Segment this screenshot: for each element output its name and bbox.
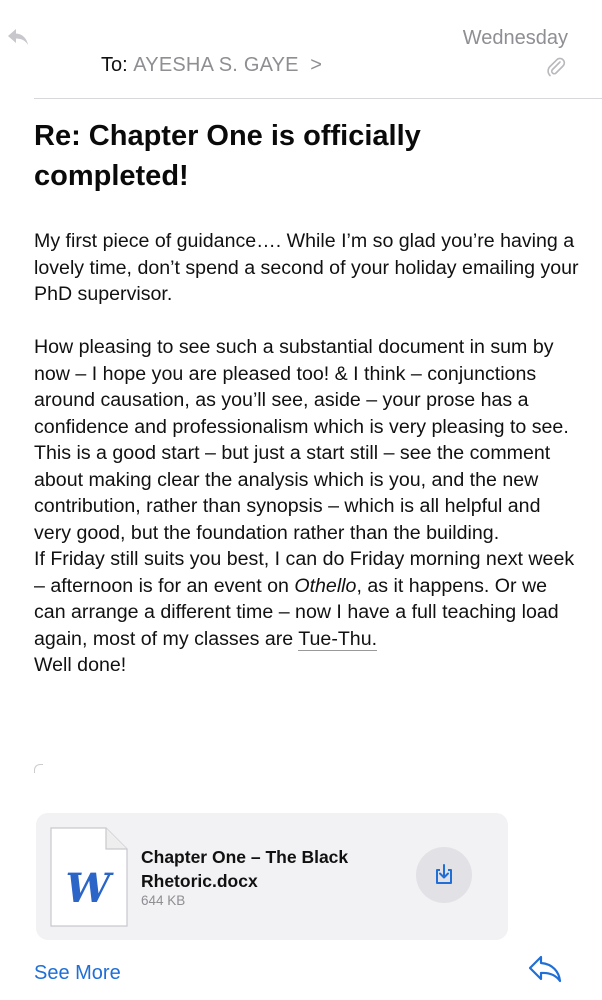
quoted-text-marker xyxy=(34,764,43,773)
body-paragraph: This is a good start – but just a start still – see the comment about making clear the analysis which is you, and the new contribution, rather than synopsis – which is all helpful and very good, but the foundation rather than the building. xyxy=(34,442,551,544)
reply-icon[interactable] xyxy=(527,953,563,985)
see-more-link[interactable]: See More xyxy=(34,962,121,984)
back-arrow-icon[interactable] xyxy=(6,26,30,48)
body-text-span: If Friday still suits you best, I can do Friday morning next week – afternoon is for an event on xyxy=(34,548,575,597)
attachment-name: Chapter One – The Black Rhetoric.docx xyxy=(141,847,349,891)
word-document-icon xyxy=(50,827,128,927)
body-paragraph: My first piece of guidance…. While I’m so glad you’re having a lovely time, don’t spend a second of your holiday emailing your PhD supervisor. xyxy=(34,230,579,305)
paragraph-gap xyxy=(34,308,579,335)
attachment-size: 644 KB xyxy=(141,893,186,908)
body-paragraph: Well done! xyxy=(34,654,127,676)
date-link[interactable]: Tue-Thu. xyxy=(298,627,378,650)
to-label: To: xyxy=(101,54,128,76)
body-paragraph: How pleasing to see such a substantial document in sum by now – I hope you are pleased too! & I think – conjunctions around causation, as you’ll see, aside – your prose has a confidence and professionalism which is very pleasing to see. xyxy=(34,336,569,438)
download-icon xyxy=(431,862,457,888)
recipient-line[interactable] xyxy=(101,54,322,77)
recipient-name[interactable]: AYESHA S. GAYE xyxy=(133,54,299,76)
email-body xyxy=(34,228,579,679)
header-divider xyxy=(34,98,602,99)
chevron-right-icon: > xyxy=(310,54,322,76)
word-letter: W xyxy=(65,865,111,912)
body-text-span: , as it happens. Or we can arrange a different time – now I have a full teaching load again, most of my classes are xyxy=(34,574,559,650)
paperclip-icon xyxy=(546,56,566,78)
download-button[interactable] xyxy=(416,847,472,903)
email-subject: Re: Chapter One is officially completed! xyxy=(34,120,421,192)
attachment-card[interactable] xyxy=(36,813,508,940)
italic-title: Othello xyxy=(294,574,357,597)
body-paragraph xyxy=(34,546,579,652)
email-date: Wednesday xyxy=(462,27,568,49)
